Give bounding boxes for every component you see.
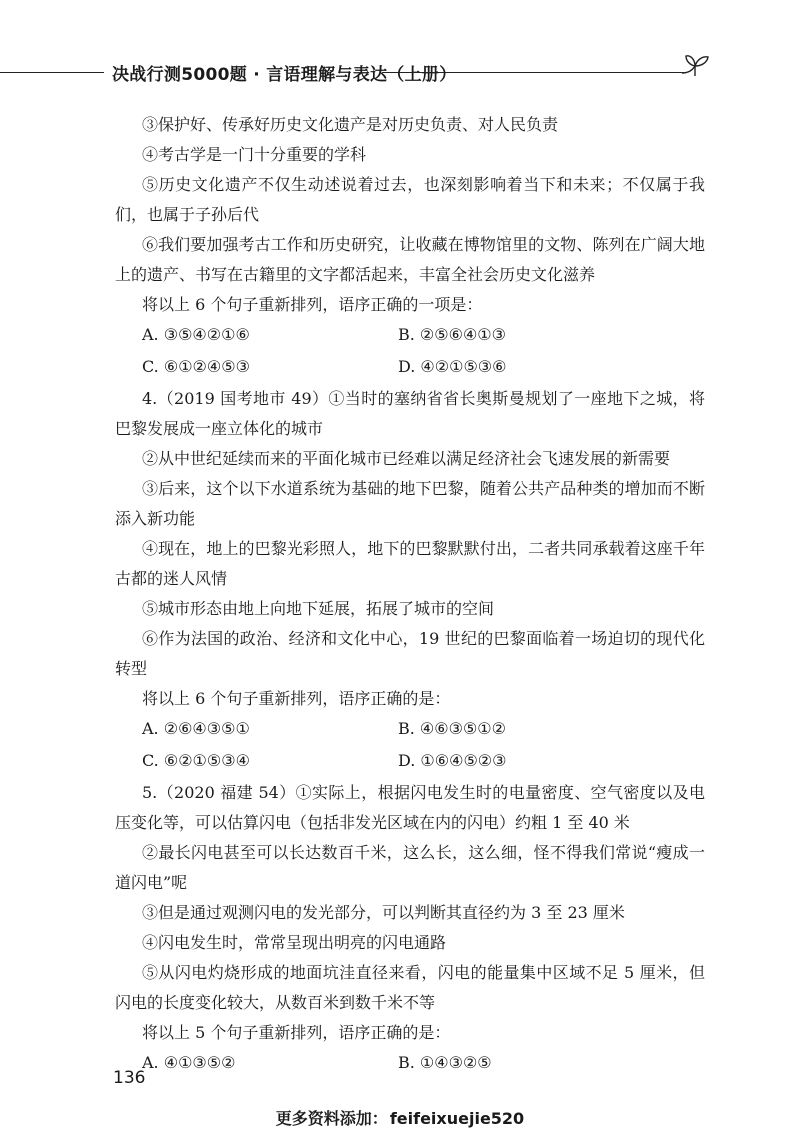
answer-options-row (115, 352, 705, 384)
text-paragraph: ④现在，地上的巴黎光彩照人，地下的巴黎默默付出，二者共同承载着这座千年古都的迷人风情 (115, 539, 705, 588)
text-paragraph: 将以上 5 个句子重新排列，语序正确的是： (142, 1023, 451, 1042)
text-paragraph: ③后来，这个以下水道系统为基础的地下巴黎，随着公共产品种类的增加而不断添入新功能 (115, 479, 705, 528)
answer-option: D. ④②①⑤③⑥ (398, 357, 507, 376)
running-header (0, 58, 800, 88)
footer-note (0, 1106, 800, 1129)
answer-option: A. ③⑤④②①⑥ (142, 325, 250, 344)
header-rule-right (382, 72, 684, 73)
page-number: 136 (113, 1068, 146, 1088)
text-paragraph: ②从中世纪延续而来的平面化城市已经难以满足经济社会飞速发展的新需要 (142, 449, 671, 468)
text-paragraph: ③保护好、传承好历史文化遗产是对历史负责、对人民负责 (142, 115, 559, 134)
answer-options-row (115, 320, 705, 352)
text-paragraph: 4.（2019 国考地市 49）①当时的塞纳省省长奥斯曼规划了一座地下之城，将巴黎发展成一座立体化的城市 (115, 389, 705, 438)
text-paragraph: ⑤历史文化遗产不仅生动述说着过去，也深刻影响着当下和未来；不仅属于我们，也属于子孙后代 (115, 175, 705, 224)
text-paragraph: 5.（2020 福建 54）①实际上，根据闪电发生时的电量密度、空气密度以及电压变化等，可以估算闪电（包括非发光区域在内的闪电）约粗 1 至 40 米 (115, 783, 705, 832)
answer-option: B. ①④③②⑤ (398, 1053, 492, 1072)
text-paragraph: ⑤城市形态由地上向地下延展，拓展了城市的空间 (142, 599, 495, 618)
answer-option: A. ②⑥④③⑤① (142, 719, 250, 738)
sprout-icon (678, 46, 714, 80)
answer-options-row (115, 746, 705, 778)
footer-contact-code: feifeixuejie520 (389, 1109, 525, 1128)
text-paragraph: ⑥作为法国的政治、经济和文化中心，19 世纪的巴黎面临着一场迫切的现代化转型 (115, 629, 705, 678)
text-paragraph: ②最长闪电甚至可以长达数百千米，这么长，这么细，怪不得我们常说“瘦成一道闪电”呢 (115, 843, 705, 892)
answer-options-row (115, 1048, 705, 1080)
text-paragraph: 将以上 6 个句子重新排列，语序正确的一项是： (142, 295, 483, 314)
header-rule-left (0, 72, 104, 73)
text-paragraph: ③但是通过观测闪电的发光部分，可以判断其直径约为 3 至 23 厘米 (142, 903, 625, 922)
answer-option: A. ④①③⑤② (142, 1053, 236, 1072)
text-paragraph: ⑥我们要加强考古工作和历史研究，让收藏在博物馆里的文物、陈列在广阔大地上的遗产、书写在古籍里的文字都活起来，丰富全社会历史文化滋养 (115, 235, 705, 284)
answer-options-row (115, 714, 705, 746)
answer-option: C. ⑥①②④⑤③ (142, 357, 250, 376)
book-title: 决战行测5000题 · 言语理解与表达（上册） (112, 65, 457, 85)
text-paragraph: ④闪电发生时，常常呈现出明亮的闪电通路 (142, 933, 447, 952)
answer-option: B. ④⑥③⑤①② (398, 719, 506, 738)
answer-option: B. ②⑤⑥④①③ (398, 325, 506, 344)
answer-option: D. ①⑥④⑤②③ (398, 751, 507, 770)
footer-label: 更多资料添加： (275, 1109, 388, 1128)
text-paragraph: ⑤从闪电灼烧形成的地面坑洼直径来看，闪电的能量集中区域不足 5 厘米，但闪电的长度变化较大，从数百米到数千米不等 (115, 963, 705, 1012)
question-content (115, 110, 705, 1080)
text-paragraph: 将以上 6 个句子重新排列，语序正确的是： (142, 689, 451, 708)
answer-option: C. ⑥②①⑤③④ (142, 751, 250, 770)
text-paragraph: ④考古学是一门十分重要的学科 (142, 145, 367, 164)
